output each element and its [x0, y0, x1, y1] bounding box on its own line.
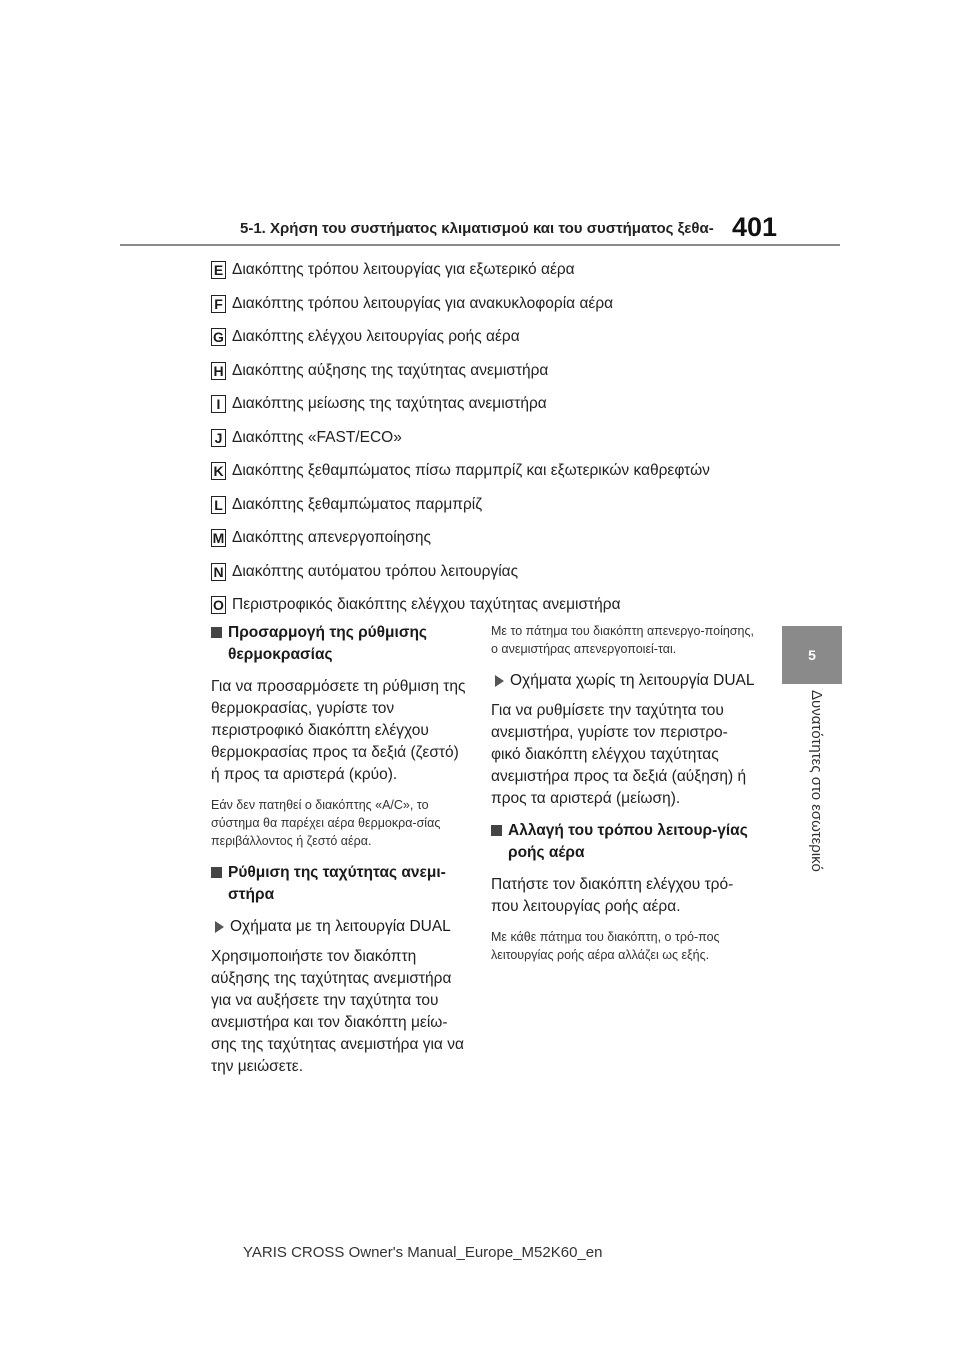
legend-text: Διακόπτης ξεθαμπώματος παρμπρίζ [232, 495, 483, 513]
legend-text: Διακόπτης ελέγχου λειτουργίας ροής αέρα [232, 328, 520, 345]
airflow-heading-text: Αλλαγή του τρόπου λειτουρ-γίας ροής αέρα [508, 822, 748, 861]
legend-item [211, 493, 771, 517]
temperature-body: Για να προσαρμόσετε τη ρύθμιση της θερμοκρασίας, γυρίστε τον περιστροφικό διακόπτη ελέγχου θερμοκρασίας προς τα δεξιά (ζεστό) ή προς τα αριστερά (κρύο). [211, 678, 466, 783]
fan-speed-heading-text: Ρύθμιση της ταχύτητας ανεμι-στήρα [228, 864, 446, 903]
legend-item [211, 359, 771, 383]
legend-item [211, 258, 771, 282]
legend-text: Περιστροφικός διακόπτης ελέγχου ταχύτητας ανεμιστήρα [232, 596, 621, 613]
temperature-note: Εάν δεν πατηθεί ο διακόπτης «A/C», το σύστημα θα παρέχει αέρα θερμοκρα-σίας περιβάλλοντος ή ζεστό αέρα. [211, 798, 441, 848]
legend-letter-box: F [211, 295, 226, 313]
airflow-body: Πατήστε τον διακόπτη ελέγχου τρό-που λειτουργίας ροής αέρα. [491, 876, 734, 915]
no-dual-subheading [491, 670, 756, 692]
legend-item [211, 426, 771, 450]
square-bullet-icon [491, 825, 502, 836]
left-column [211, 622, 466, 1088]
legend-letter-box: G [211, 328, 226, 346]
legend-letter-box: H [211, 362, 226, 380]
legend-text: Διακόπτης τρόπου λειτουργίας για εξωτερικό αέρα [232, 261, 575, 278]
airflow-note: Με κάθε πάτημα του διακόπτη, ο τρό-πος λειτουργίας ροής αέρα αλλάζει ως εξής. [491, 930, 720, 962]
legend-item [211, 325, 771, 349]
fan-speed-heading [211, 862, 466, 906]
legend-item [211, 526, 771, 550]
no-dual-body: Για να ρυθμίσετε την ταχύτητα του ανεμιστήρα, γυρίστε τον περιστρο-φικό διακόπτη ελέγχου ταχύτητας ανεμιστήρα προς τα δεξιά (αύξηση) ή προς τα αριστερά (μείωση). [491, 702, 747, 807]
legend-list [211, 258, 771, 627]
legend-letter-box: J [211, 429, 226, 447]
legend-item [211, 392, 771, 416]
chapter-side-title: Δυνατότητες στο εσωτερικό [808, 690, 825, 872]
dual-subheading [211, 916, 466, 938]
footer-text: YARIS CROSS Owner's Manual_Europe_M52K60_en [243, 1244, 603, 1261]
legend-text: Διακόπτης αύξησης της ταχύτητας ανεμιστήρα [232, 361, 549, 379]
legend-item [211, 560, 771, 584]
dual-subheading-text: Οχήματα με τη λειτουργία DUAL [230, 918, 451, 935]
legend-letter-box: E [211, 261, 226, 279]
legend-letter-box: O [211, 596, 226, 614]
legend-text: Διακόπτης ξεθαμπώματος πίσω παρμπρίζ και εξωτερικών καθρεφτών [232, 462, 710, 479]
right-column [491, 622, 756, 976]
legend-text: Διακόπτης μείωσης της ταχύτητας ανεμιστήρα [232, 395, 547, 412]
chapter-tab: 5 [782, 626, 842, 684]
legend-item [211, 292, 771, 316]
square-bullet-icon [211, 627, 222, 638]
legend-text: Διακόπτης αυτόματου τρόπου λειτουργίας [232, 562, 519, 580]
square-bullet-icon [211, 867, 222, 878]
header-rule [120, 244, 840, 246]
legend-letter-box: I [211, 395, 226, 413]
legend-text: Διακόπτης απενεργοποίησης [232, 529, 431, 546]
airflow-heading [491, 820, 756, 864]
legend-letter-box: M [212, 530, 225, 546]
legend-letter-box: K [211, 462, 226, 480]
off-switch-note: Με το πάτημα του διακόπτη απενεργο-ποίησης, ο ανεμιστήρας απενεργοποιεί-ται. [491, 624, 754, 656]
legend-letter-box: L [211, 496, 226, 514]
legend-item [211, 459, 771, 483]
legend-letter-box: N [211, 563, 226, 581]
triangle-bullet-icon [495, 675, 504, 687]
temperature-heading [211, 622, 466, 666]
dual-body: Χρησιμοποιήστε τον διακόπτη αύξησης της ταχύτητας ανεμιστήρα για να αυξήσετε την ταχύτητα του ανεμιστήρα και τον διακόπτη μείω-σης της ταχύτητας ανεμιστήρα για να την μειώσετε. [211, 948, 464, 1075]
page-number: 401 [732, 212, 778, 242]
temperature-heading-text: Προσαρμογή της ρύθμισης θερμοκρασίας [228, 624, 427, 663]
legend-item [211, 593, 771, 617]
legend-text: Διακόπτης «FAST/ECO» [232, 428, 402, 446]
legend-text: Διακόπτης τρόπου λειτουργίας για ανακυκλοφορία αέρα [232, 294, 614, 312]
header-title: 5-1. Χρήση του συστήματος κλιματισμού και του συστήματος ξεθα- [240, 220, 714, 237]
triangle-bullet-icon [215, 921, 224, 933]
no-dual-subheading-text: Οχήματα χωρίς τη λειτουργία DUAL [510, 672, 755, 689]
